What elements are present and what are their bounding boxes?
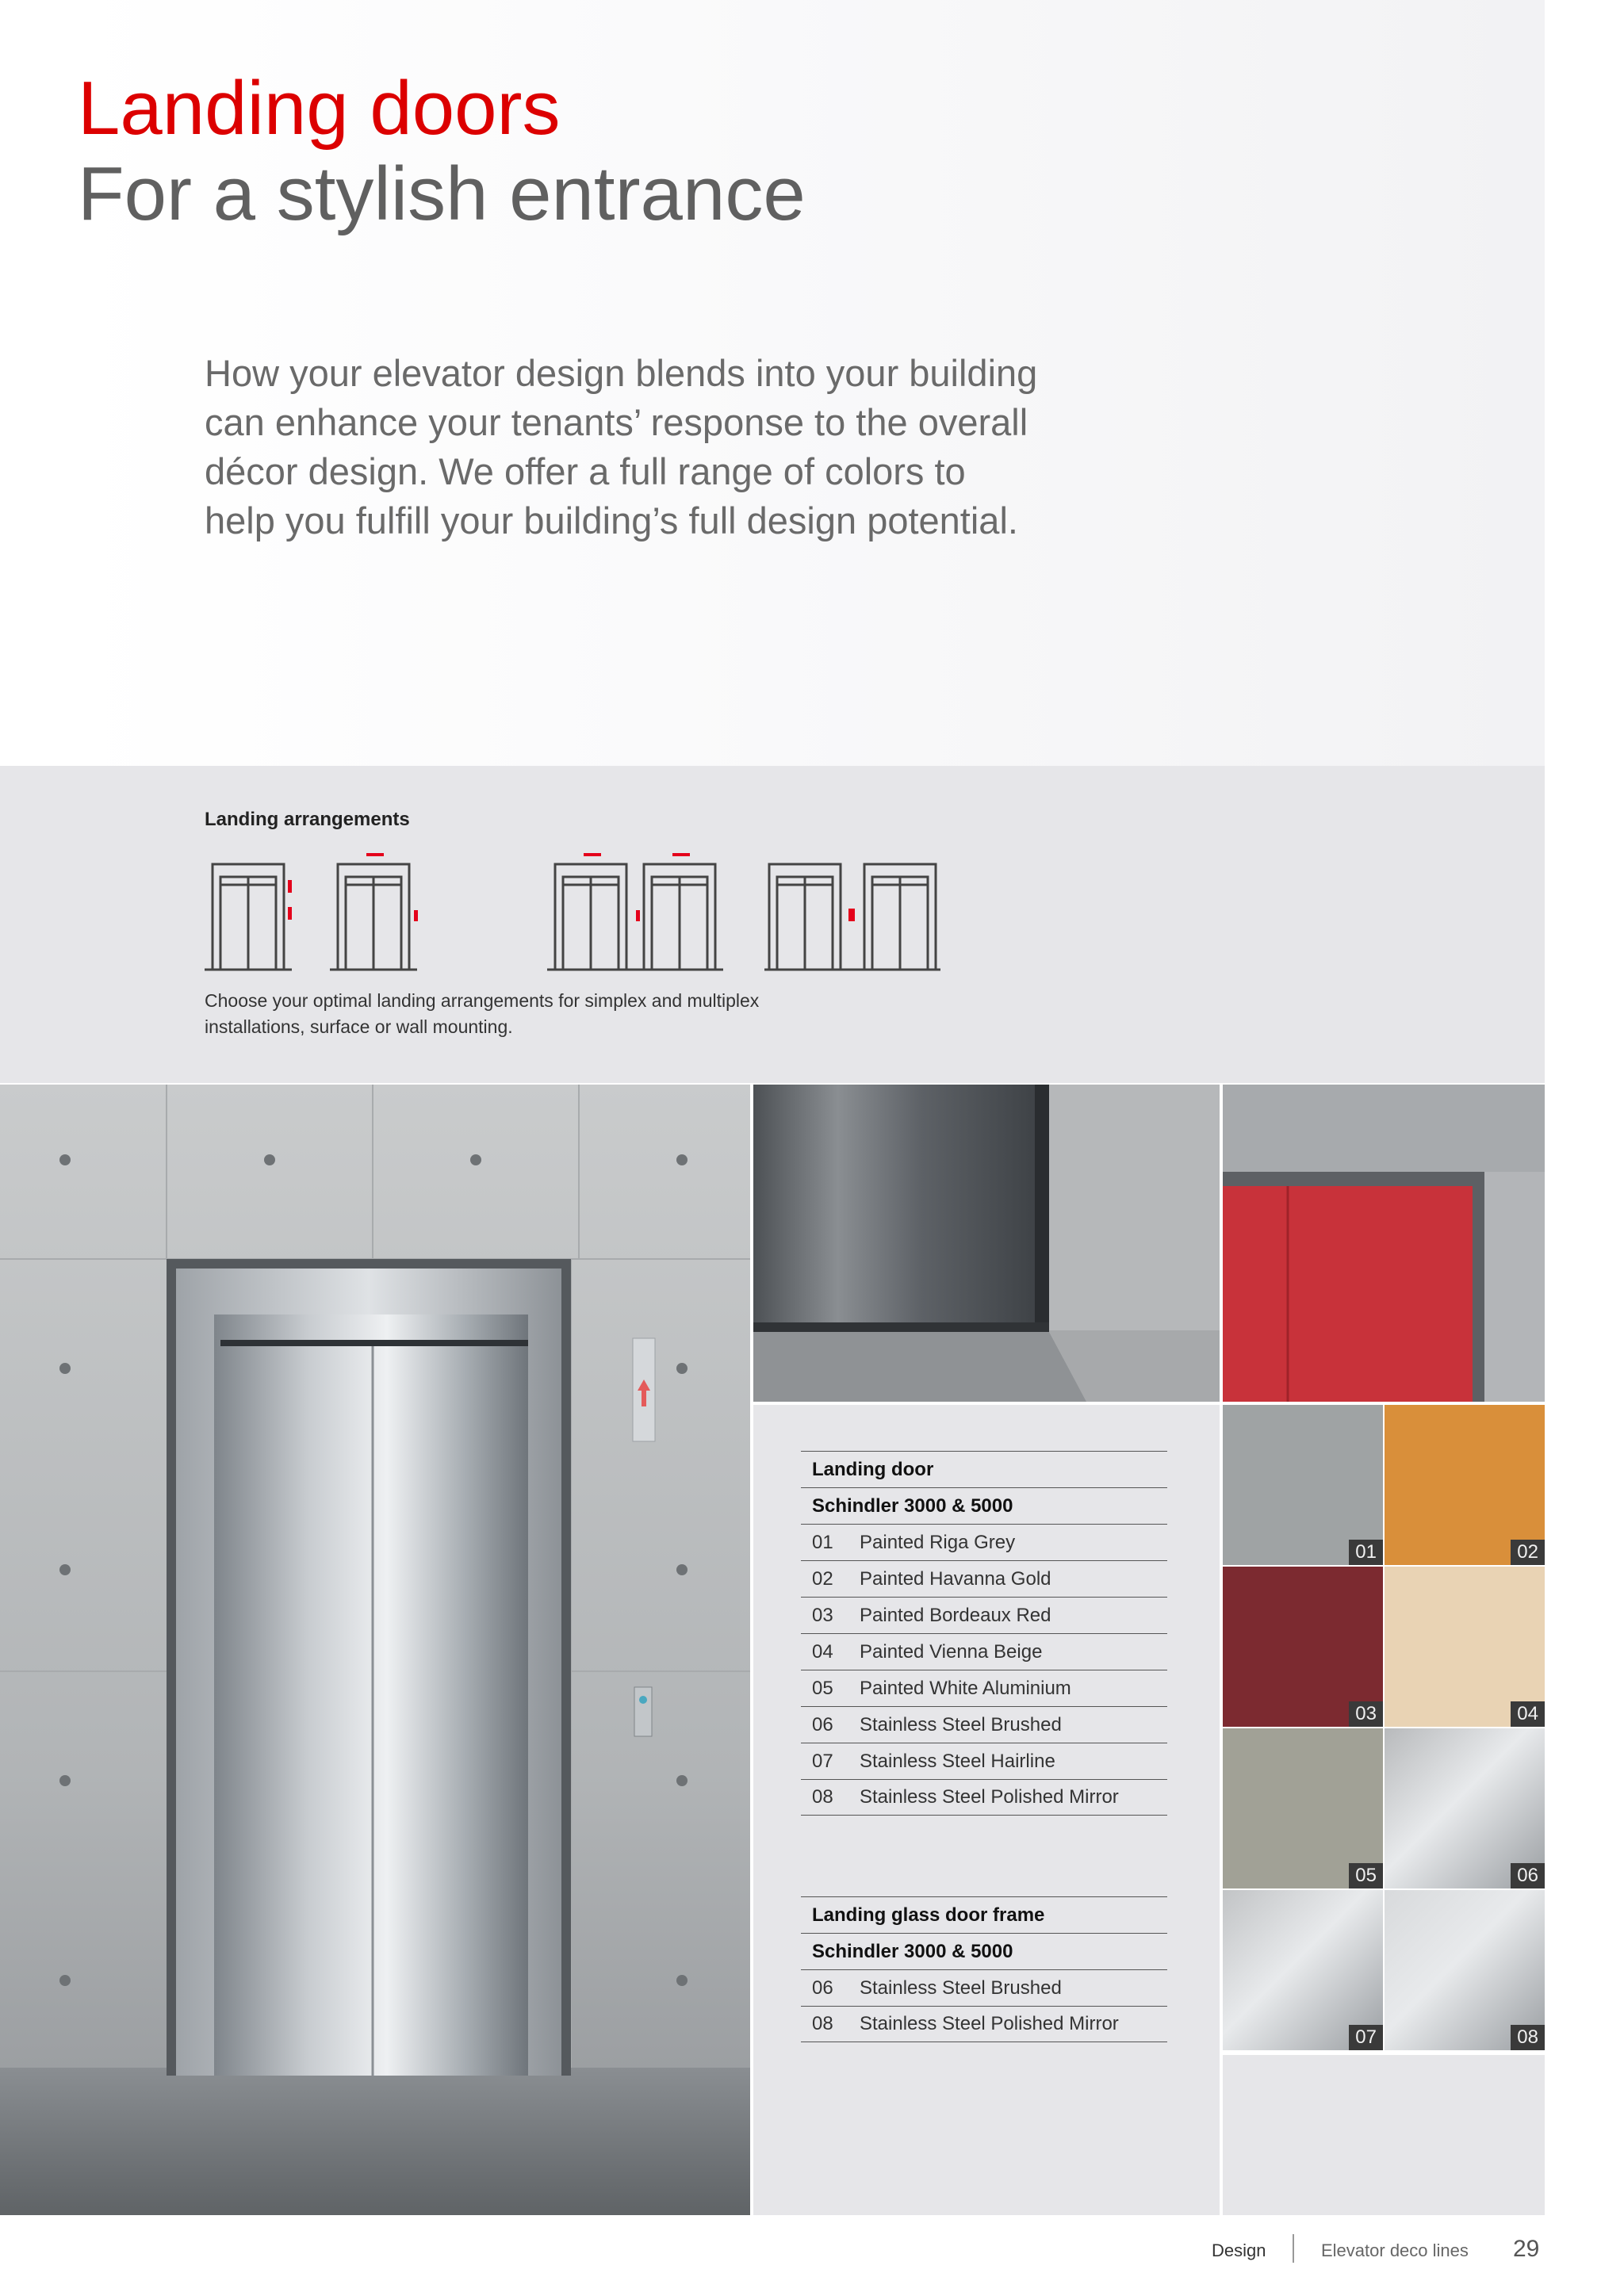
swatch-background bbox=[1223, 2055, 1545, 2215]
arrangement-simplex-wall bbox=[205, 864, 292, 970]
page-subtitle: For a stylish entrance bbox=[78, 151, 806, 236]
table-heading: Landing glass door frame bbox=[801, 1896, 1167, 1933]
page-number: 29 bbox=[1513, 2236, 1540, 2262]
landing-door-table bbox=[801, 1451, 1167, 1816]
footer-divider bbox=[1293, 2234, 1294, 2263]
intro-paragraph: How your elevator design blends into your building can enhance your tenants’ response to the overall décor design. We offer a full range of colors to help you fulfill your building’s full design potential. bbox=[205, 352, 1038, 541]
color-swatch-08 bbox=[1385, 1890, 1545, 2050]
swatch-number: 08 bbox=[1511, 2025, 1545, 2050]
table-row: 04 Painted Vienna Beige bbox=[801, 1633, 1167, 1670]
footer-chapter: Elevator deco lines bbox=[1321, 2241, 1469, 2260]
table-row: 06 Stainless Steel Brushed bbox=[801, 1706, 1167, 1743]
color-swatch-01 bbox=[1223, 1405, 1383, 1565]
arrangement-duplex-surface bbox=[547, 864, 723, 970]
swatch-number: 07 bbox=[1349, 2025, 1383, 2050]
swatch-number: 04 bbox=[1511, 1701, 1545, 1727]
swatch-number: 01 bbox=[1349, 1540, 1383, 1565]
arrangement-simplex-surface bbox=[330, 864, 417, 970]
table-row: 02 Painted Havanna Gold bbox=[801, 1560, 1167, 1597]
color-swatch-03 bbox=[1223, 1567, 1383, 1727]
table-row: 08 Stainless Steel Polished Mirror bbox=[801, 1779, 1167, 1816]
swatch-number: 06 bbox=[1511, 1863, 1545, 1888]
elevator-photo bbox=[0, 1085, 750, 2215]
steel-door-closeup-photo bbox=[753, 1085, 1220, 1402]
swatch-number: 05 bbox=[1349, 1863, 1383, 1888]
table-row: 01 Painted Riga Grey bbox=[801, 1524, 1167, 1560]
table-model: Schindler 3000 & 5000 bbox=[801, 1487, 1167, 1524]
red-door-closeup-photo bbox=[1223, 1085, 1545, 1402]
color-swatch-02 bbox=[1385, 1405, 1545, 1565]
page-title: Landing doors bbox=[78, 66, 561, 151]
color-swatch-04 bbox=[1385, 1567, 1545, 1727]
table-heading: Landing door bbox=[801, 1451, 1167, 1487]
landing-arrangement-diagrams bbox=[205, 847, 958, 982]
table-model: Schindler 3000 & 5000 bbox=[801, 1933, 1167, 1969]
table-row: 03 Painted Bordeaux Red bbox=[801, 1597, 1167, 1633]
swatch-number: 03 bbox=[1349, 1701, 1383, 1727]
table-row: 08 Stainless Steel Polished Mirror bbox=[801, 2006, 1167, 2042]
color-swatch-07 bbox=[1223, 1890, 1383, 2050]
footer-section: Design bbox=[1212, 2241, 1266, 2260]
color-swatch-05 bbox=[1223, 1728, 1383, 1888]
swatch-number: 02 bbox=[1511, 1540, 1545, 1565]
arrangements-heading: Landing arrangements bbox=[205, 809, 410, 830]
table-row: 05 Painted White Aluminium bbox=[801, 1670, 1167, 1706]
table-row: 07 Stainless Steel Hairline bbox=[801, 1743, 1167, 1779]
table-row: 06 Stainless Steel Brushed bbox=[801, 1969, 1167, 2006]
color-swatch-06 bbox=[1385, 1728, 1545, 1888]
glass-frame-table bbox=[801, 1896, 1167, 2042]
arrangements-caption: Choose your optimal landing arrangements for simplex and multiplex installations, surface or wall mounting. bbox=[205, 990, 760, 1037]
